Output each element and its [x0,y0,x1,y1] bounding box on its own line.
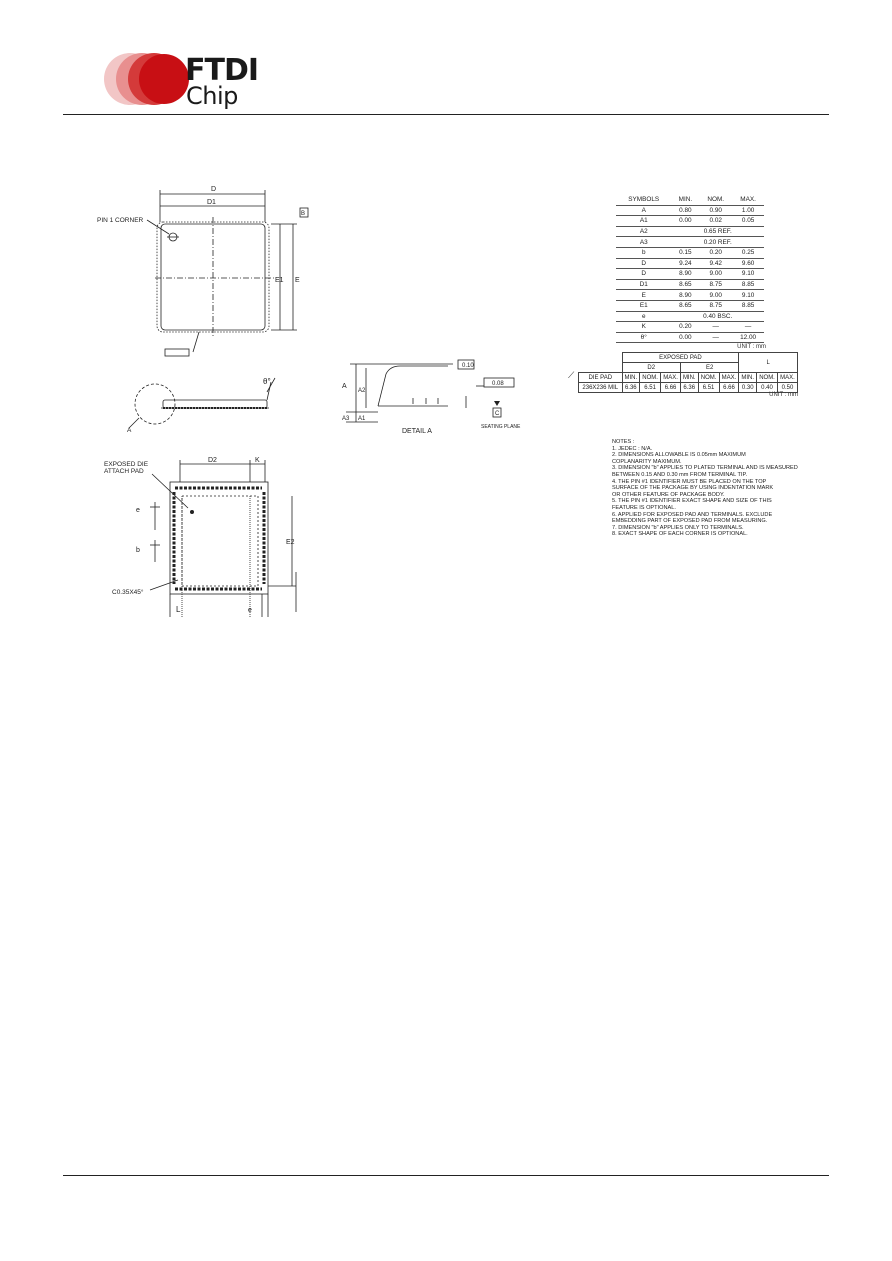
note-line: EMBEDDING PART OF EXPOSED PAD FROM MEASURING. [612,518,768,525]
table-cell: 0.15 [671,247,699,258]
pad-table-header-row [579,373,798,383]
bottom-e-pitch-label: e [136,507,140,514]
header-cell: MIN. [671,195,699,205]
table-cell: 0.40 BSC. [671,311,764,322]
exposed-pad-unit: UNIT : mm [769,392,798,398]
table-cell: 8.65 [671,279,699,290]
blank-cell [579,353,623,363]
bottom-b-label: b [136,547,140,554]
note-line: 4. THE PIN #1 IDENTIFIER MUST BE PLACED ON THE TOP [612,478,767,485]
table-cell: 0.50 [778,383,798,393]
exposed-pad-label-1: EXPOSED DIE [104,461,149,468]
header-cell: SYMBOLS [616,195,671,205]
bottom-e2-label: E2 [286,539,295,546]
pad-group-title: EXPOSED PAD [622,353,739,363]
detail-a-label-a3: A3 [342,416,350,422]
ftdi-logo [90,52,260,112]
table-row [616,247,764,258]
note-line: SURFACE OF THE PACKAGE BY USING INDENTATION MARK [612,485,774,492]
seating-plane-label: SEATING PLANE [481,424,521,430]
table-cell: 9.42 [699,258,732,269]
note-line: OR OTHER FEATURE OF PACKAGE BODY. [612,491,725,498]
table-cell: 6.36 [680,383,698,393]
table-cell: 6.66 [661,383,681,393]
package-side-view [125,372,295,434]
table-cell: 0.20 REF. [671,237,764,248]
table-cell: 8.65 [671,300,699,311]
table-cell: 0.20 [671,322,699,333]
pad-col-e2: E2 [680,363,738,373]
table-cell: 0.02 [699,216,732,227]
table-cell: D1 [616,279,671,290]
detail-a-view [338,356,528,436]
table-row [616,322,764,333]
table-cell: DIE PAD [579,373,623,383]
table-cell: 0.30 [739,383,757,393]
table-cell: MIN. [622,373,640,383]
table-cell: MIN. [680,373,698,383]
table-cell: e [616,311,671,322]
dimension-table [616,195,764,343]
header-rule [63,114,829,115]
bottom-e-label: e [248,607,252,614]
table-cell: MAX. [778,373,798,383]
note-line: 8. EXACT SHAPE OF EACH CORNER IS OPTIONAL. [612,531,748,538]
datum-c-label: C [495,411,500,417]
table-row [579,383,798,393]
tolerance-flatness: 0.10 [462,363,474,369]
table-cell: 6.51 [640,383,661,393]
table-cell: K [616,322,671,333]
table-cell: 8.75 [699,279,732,290]
table-cell: θ° [616,332,671,343]
exposed-pad-table [578,352,798,393]
table-cell: NOM. [698,373,719,383]
table-row [616,290,764,301]
top-view-label-d1: D1 [207,199,216,206]
table-cell: A1 [616,216,671,227]
package-top-view [95,182,320,362]
table-cell: — [699,332,732,343]
chamfer-label: C0.35X45° [112,589,144,596]
dimension-table-container [616,195,766,350]
theta-label: θ° [263,377,271,386]
table-cell: 9.00 [699,269,732,280]
note-line: 7. DIMENSION "b" APPLIES ONLY TO TERMINALS. [612,524,744,531]
logo-brand: FTDI [185,53,259,88]
blank-cell [579,363,623,373]
table-cell: 0.00 [671,216,699,227]
table-cell: — [699,322,732,333]
package-notes [612,439,822,538]
pad-col-d2: D2 [622,363,680,373]
footer-rule [63,1175,829,1176]
table-row [616,216,764,227]
detail-a-label-a1: A1 [358,416,366,422]
dimension-table-header [616,195,764,205]
note-line: FEATURE IS OPTIONAL. [612,504,676,511]
bottom-d2-label: D2 [208,457,217,464]
exposed-pad-label-2: ATTACH PAD [104,468,144,475]
datum-b-label: B [301,211,306,217]
top-view-label-e: E [295,277,300,284]
table-cell: 9.00 [699,290,732,301]
note-line: 2. DIMENSIONS ALLOWABLE IS 0.05mm MAXIMUM [612,452,746,459]
table-cell: 0.65 REF. [671,226,764,237]
table-cell: 1.00 [732,205,764,216]
bottom-l-label: L [176,605,181,614]
header-cell: MAX. [732,195,764,205]
note-line: 3. DIMENSION "b" APPLIES TO PLATED TERMINAL AND IS MEASURED [612,465,798,472]
tolerance-seating: 0.08 [492,381,504,387]
table-cell: 0.05 [732,216,764,227]
table-cell: 9.24 [671,258,699,269]
table-row [616,205,764,216]
pin1-corner-label: PIN 1 CORNER [97,217,144,224]
table-cell: MAX. [661,373,681,383]
note-line: 6. APPLIED FOR EXPOSED PAD AND TERMINALS. EXCLUDE [612,511,773,518]
note-line: 1. JEDEC : N/A. [612,445,653,452]
table-cell: 0.80 [671,205,699,216]
top-view-label-d: D [211,186,217,193]
table-cell: 9.10 [732,269,764,280]
table-cell: D [616,269,671,280]
table-cell: 6.66 [719,383,739,393]
pad-col-l: L [739,353,798,373]
table-cell: MAX. [719,373,739,383]
table-cell: NOM. [757,373,778,383]
table-cell: A2 [616,226,671,237]
table-cell: 0.90 [699,205,732,216]
table-cell: E1 [616,300,671,311]
note-line: BETWEEN 0.15 AND 0.30 mm FROM TERMINAL TIP. [612,471,748,478]
table-cell: 6.51 [698,383,719,393]
table-row [616,226,764,237]
table-cell: 12.00 [732,332,764,343]
detail-a-label-a: A [342,383,347,390]
logo-sub: Chip [186,82,238,110]
table-cell: 236X236 MIL [579,383,623,393]
table-cell: 8.75 [699,300,732,311]
table-row [616,332,764,343]
bottom-k-label: K [255,457,260,464]
table-cell: E [616,290,671,301]
table-row [616,279,764,290]
table-cell: 0.00 [671,332,699,343]
table-cell: b [616,247,671,258]
table-cell: 6.36 [622,383,640,393]
table-cell: 8.85 [732,300,764,311]
dimension-table-unit: UNIT : mm [737,344,766,351]
table-row [616,237,764,248]
note-line: NOTES : [612,439,635,445]
table-row [616,258,764,269]
table-cell: 8.90 [671,269,699,280]
table-cell: 0.20 [699,247,732,258]
table-cell: 0.25 [732,247,764,258]
table-row [616,269,764,280]
table-row [616,311,764,322]
side-ref-a: A [127,427,132,434]
header-cell: NOM. [699,195,732,205]
table-cell: D [616,258,671,269]
table-cell: A [616,205,671,216]
table-cell: 8.90 [671,290,699,301]
table-cell: 9.60 [732,258,764,269]
note-line: 5. THE PIN #1 IDENTIFIER EXACT SHAPE AND SIZE OF THIS [612,498,772,505]
table-cell: 0.40 [757,383,778,393]
table-cell: — [732,322,764,333]
table-cell: NOM. [640,373,661,383]
detail-a-label-a2: A2 [358,388,366,394]
note-line: COPLANARITY MAXIMUM. [612,458,682,465]
exposed-pad-marker: ⟋ [568,370,575,380]
table-cell: 8.85 [732,279,764,290]
table-cell: MIN. [739,373,757,383]
detail-a-title: DETAIL A [402,428,432,435]
table-row [616,300,764,311]
table-cell: 9.10 [732,290,764,301]
top-view-label-e1: E1 [275,277,284,284]
pad-table-group-row [579,353,798,363]
table-cell: A3 [616,237,671,248]
package-bottom-view [100,452,305,622]
